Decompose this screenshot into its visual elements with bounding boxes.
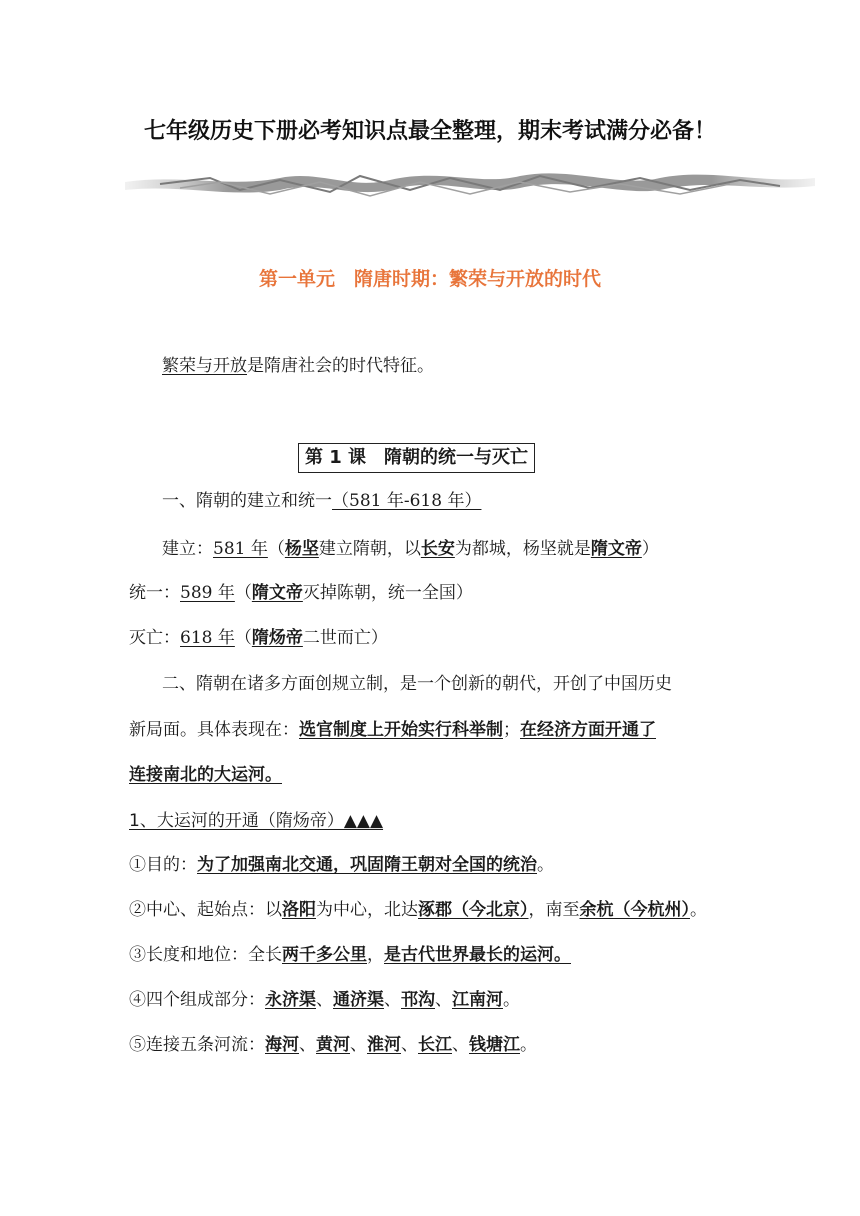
unify-text: 灭掉陈朝，统一全国）: [302, 583, 473, 603]
separator: 、: [435, 990, 452, 1010]
semicolon: ；: [503, 720, 520, 740]
section-2-text: 新局面。具体表现在：: [129, 720, 299, 740]
keju-system: 选官制度上开始实行科举制: [299, 720, 503, 740]
qiantang-river: 钱塘江: [469, 1035, 520, 1055]
section-1-years: （581 年-618 年）: [332, 491, 482, 511]
separator: 、: [452, 1035, 469, 1055]
yellow-river: 黄河: [316, 1035, 350, 1055]
period: 。: [537, 855, 554, 875]
yang-jian: 杨坚: [284, 539, 319, 559]
canal-heading: 1、大运河的开通（隋炀帝）▲▲▲: [129, 811, 384, 831]
establish-line: [162, 537, 659, 561]
center-label: ②中心、起始点：以: [129, 900, 282, 920]
unify-line: [129, 581, 473, 605]
section-2-line-1: 二、隋朝在诸多方面创规立制，是一个创新的朝代，开创了中国历史: [162, 674, 672, 694]
rivers-label: ⑤连接五条河流：: [129, 1035, 265, 1055]
fall-text: 二世而亡）: [302, 628, 388, 648]
zhuojun: 涿郡（今北京）: [418, 900, 529, 920]
lesson-title: 第 1 课 隋朝的统一与灭亡: [298, 443, 535, 473]
purpose-text: 为了加强南北交通，巩固隋王朝对全国的统治: [197, 855, 537, 875]
canal-center: [129, 898, 707, 922]
fall-year: 618 年: [180, 628, 235, 648]
sui-yangdi: 隋炀帝: [251, 628, 303, 648]
establish-label: 建立：: [162, 539, 213, 559]
intro-line: [162, 354, 434, 378]
center-text: 为中心，北达: [316, 900, 418, 920]
unify-label: 统一：: [129, 583, 180, 603]
fall-label: 灭亡：: [129, 628, 180, 648]
separator: 、: [299, 1035, 316, 1055]
unify-year: 589 年: [180, 583, 235, 603]
fall-line: [129, 626, 388, 650]
status-text: 是古代世界最长的运河。: [384, 945, 571, 965]
separator: 、: [384, 990, 401, 1010]
unit-title: 第一单元 隋唐时期：繁荣与开放的时代: [258, 268, 601, 290]
hangou: 邗沟: [401, 990, 435, 1010]
changan: 长安: [420, 539, 455, 559]
paren-open: （: [267, 539, 285, 559]
canal-rivers: [129, 1033, 537, 1057]
brush-stroke-divider: [120, 160, 820, 210]
establish-text: 建立隋朝，以: [318, 539, 421, 559]
section-1-label: 一、隋朝的建立和统一: [162, 491, 332, 511]
comma: ，: [367, 945, 384, 965]
yuhang: 余杭（今杭州）: [579, 900, 690, 920]
jiangnan-canal: 江南河: [452, 990, 503, 1010]
establish-year: 581 年: [213, 539, 268, 559]
section-1-heading: [162, 489, 481, 513]
paren-open: （: [234, 628, 252, 648]
period: 。: [503, 990, 520, 1010]
document-title: 七年级历史下册必考知识点最全整理，期末考试满分必备！: [143, 119, 716, 144]
separator: 、: [350, 1035, 367, 1055]
paren-open: （: [234, 583, 252, 603]
establish-text-2: 为都城，杨坚就是: [454, 539, 591, 559]
section-2-line-3: 连接南北的大运河。: [129, 765, 282, 785]
canal-intro: 在经济方面开通了: [520, 720, 656, 740]
section-2-line-2: [129, 718, 656, 742]
hai-river: 海河: [265, 1035, 299, 1055]
length-label: ③长度和地位：全长: [129, 945, 282, 965]
canal-purpose: [129, 853, 554, 877]
sui-wendi: 隋文帝: [251, 583, 303, 603]
paren-close: ）: [641, 539, 659, 559]
separator: 、: [316, 990, 333, 1010]
separator: 、: [401, 1035, 418, 1055]
intro-text: 是隋唐社会的时代特征。: [247, 356, 434, 376]
huai-river: 淮河: [367, 1035, 401, 1055]
length-value: 两千多公里: [282, 945, 367, 965]
sui-wendi: 隋文帝: [590, 539, 642, 559]
intro-key: 繁荣与开放: [162, 356, 247, 376]
yongji-canal: 永济渠: [265, 990, 316, 1010]
parts-label: ④四个组成部分：: [129, 990, 265, 1010]
period: 。: [690, 900, 707, 920]
period: 。: [520, 1035, 537, 1055]
canal-parts: [129, 988, 520, 1012]
canal-length: [129, 943, 571, 967]
tongji-canal: 通济渠: [333, 990, 384, 1010]
yangtze-river: 长江: [418, 1035, 452, 1055]
luoyang: 洛阳: [282, 900, 316, 920]
purpose-label: ①目的：: [129, 855, 197, 875]
center-text-2: ，南至: [528, 900, 580, 920]
